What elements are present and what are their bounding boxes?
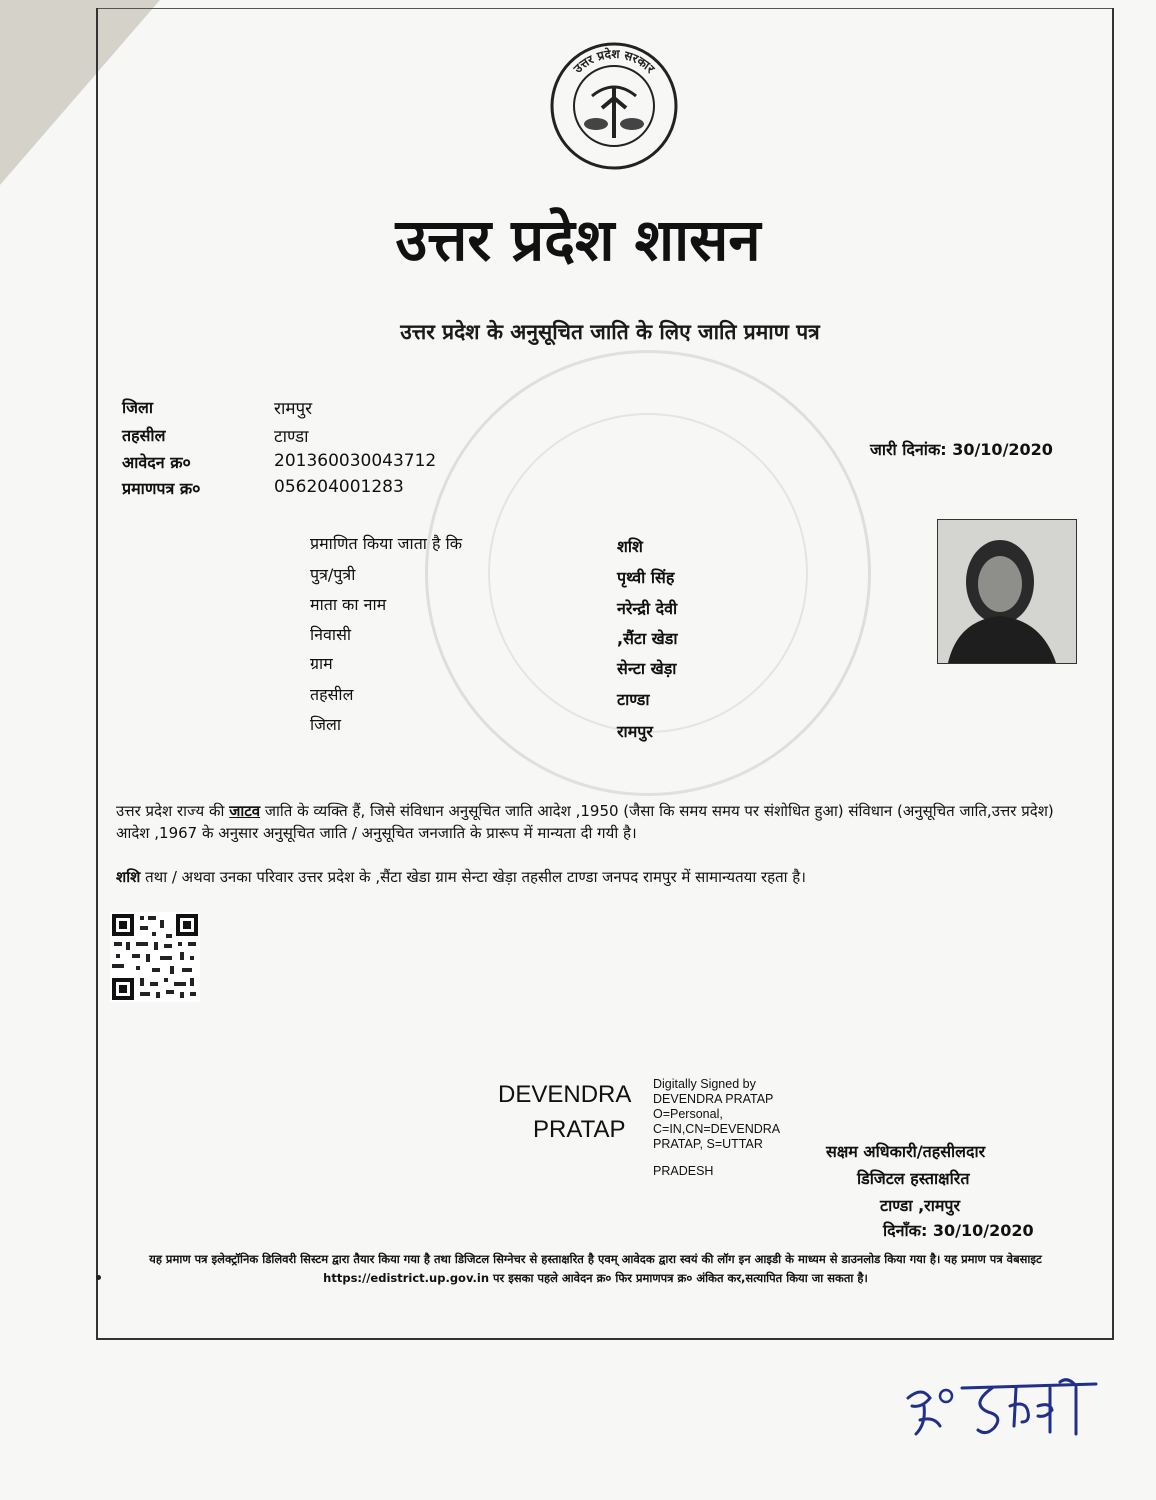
detail-value-district: रामपुर [617,722,653,741]
detail-value-tehsil: टाण्डा [617,690,650,709]
residence-name: शशि [116,868,141,886]
detail-label: ग्राम [310,654,333,673]
handwritten-signature [900,1376,1100,1446]
detail-label: माता का नाम [310,595,387,614]
signature-line: Digitally Signed by [653,1077,756,1091]
detail-label: निवासी [310,625,352,644]
detail-value-father: पृथ्वी सिंह [617,568,675,587]
signature-line: C=IN,CN=DEVENDRA [653,1122,781,1136]
detail-label: प्रमाणित किया जाता है कि [310,534,463,553]
district-label: जिला [122,398,154,417]
detail-value-village: सेन्टा खेड़ा [617,659,677,678]
signature-line: O=Personal, [653,1107,723,1121]
certificate-label: प्रमाणपत्र क्र० [122,479,201,498]
officer-designation: सक्षम अधिकारी/तहसीलदार [826,1142,986,1161]
residence-text: तथा / अथवा उनका परिवार उत्तर प्रदेश के ,सैंटा खेडा ग्राम सेन्टा खेड़ा तहसील टाण्डा जनपद रामपुर में सामान्यतया रहता है। [140,868,806,886]
qr-code [110,912,200,1002]
detail-label: पुत्र/पुत्री [310,565,356,584]
signature-line: DEVENDRA PRATAP [653,1092,774,1106]
statement-text-rest: जाति के व्यक्ति हैं, जिसे संविधान अनुसूचित जाति आदेश ,1950 (जैसा कि समय समय पर संशोधित हुआ) संविधान (अनुसूचित जाति,उत्तर प्रदेश) आदेश ,1967 के अनुसार अनुसूचित जाति / अनुसूचित जनजाति के प्रारूप में मान्यता दी गयी है। [116,802,1054,842]
signer-name-line2: PRATAP [533,1116,626,1143]
caste-statement [116,800,1086,844]
caste-name: जाटव [229,802,261,820]
application-number: 201360030043712 [274,451,437,471]
digital-signature-block [653,1077,780,1179]
ink-dot [96,1275,101,1280]
certificate-number: 056204001283 [274,477,404,497]
officer-digital: डिजिटल हस्ताक्षरित [857,1169,970,1188]
detail-value-mother: नरेन्द्री देवी [617,599,678,618]
district-value: रामपुर [274,399,313,419]
detail-value-name: शशि [617,537,643,556]
signature-line: PRADESH [653,1164,714,1178]
tehsil-label: तहसील [122,426,166,445]
certificate-subtitle: उत्तर प्रदेश के अनुसूचित जाति के लिए जाति प्रमाण पत्र [400,320,820,344]
officer-place: टाण्डा ,रामपुर [880,1196,961,1215]
tehsil-value: टाण्डा [274,427,309,447]
issue-date: जारी दिनांक: 30/10/2020 [870,440,1053,459]
application-label: आवेदन क्र० [122,453,191,472]
detail-value-resident: ,सैंटा खेडा [617,629,678,648]
detail-label: तहसील [310,685,354,704]
footer-note: यह प्रमाण पत्र इलेक्ट्रॉनिक डिलिवरी सिस्टम द्वारा तैयार किया गया है तथा डिजिटल सिग्नेचर से हस्ताक्षरित है एवम् आवेदक द्वारा स्वयं की लॉग इन आइडी के माध्यम से डाउनलोड किया गया है। यह प्रमाण पत्र वेबसाइट https://edistrict.up.gov.in पर इसका पहले आवेदन क्र० फिर प्रमाणपत्र क्र० अंकित कर,सत्यापित किया जा सकता है। [149,1252,1042,1285]
applicant-photo [937,519,1077,664]
statement-text-start: उत्तर प्रदेश राज्य की [116,802,230,820]
signature-line: PRATAP, S=UTTAR [653,1137,763,1151]
detail-label: जिला [310,715,342,734]
officer-date: दिनाँक: 30/10/2020 [883,1221,1034,1240]
up-government-emblem [544,38,684,170]
page-title: उत्तर प्रदेश शासन [395,206,761,274]
signer-name-line1: DEVENDRA [498,1081,632,1108]
residence-statement [116,866,1086,888]
emblem-text: उत्तर प्रदेश सरकार [570,46,658,76]
top-border [98,8,1112,9]
